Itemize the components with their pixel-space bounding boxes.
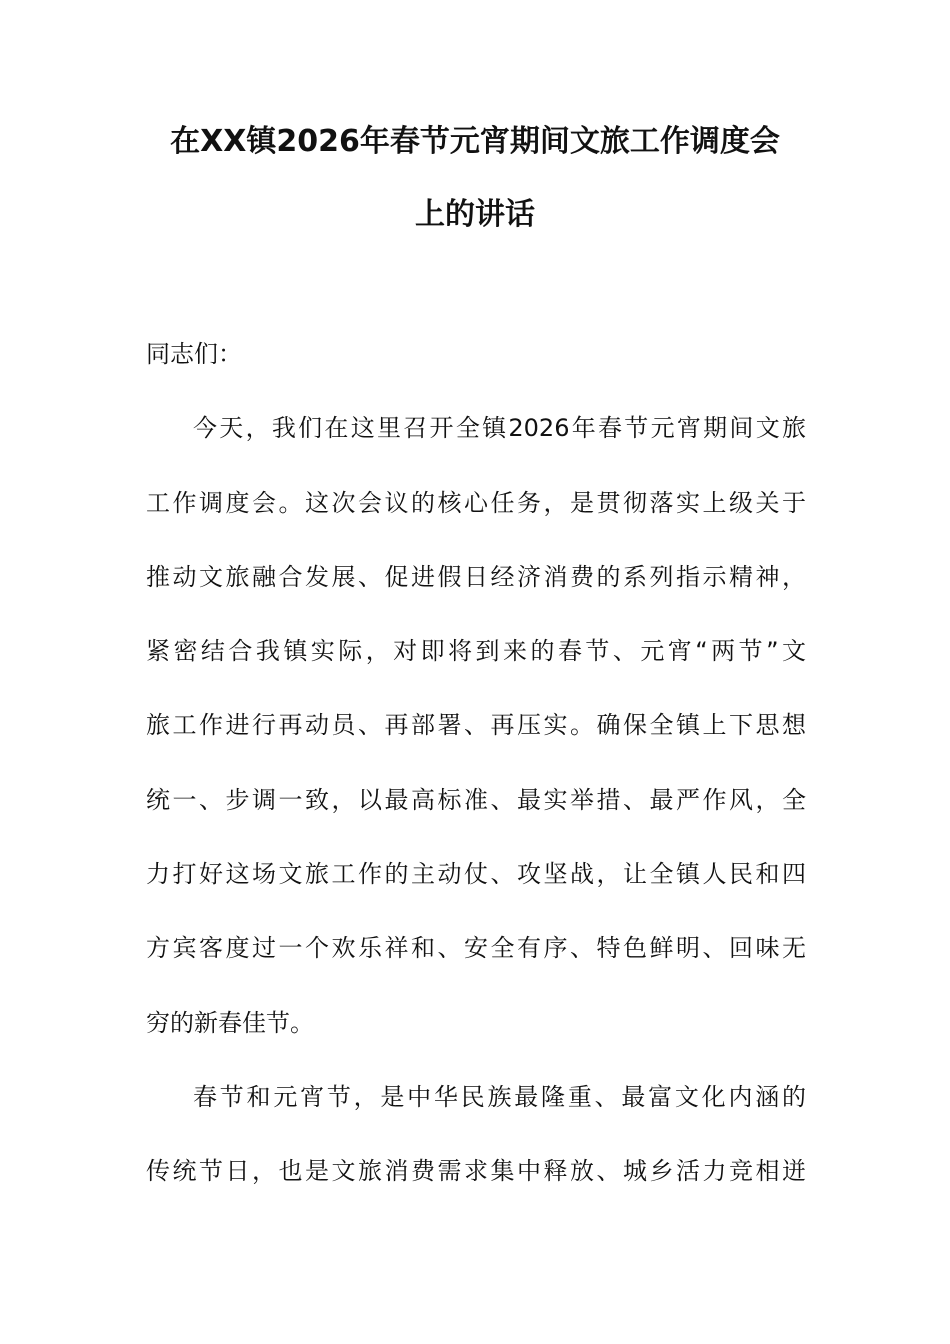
paragraph-2 [146, 1060, 806, 1209]
paragraph-line: 穷的新春佳节。 [146, 1008, 314, 1037]
paragraph-line: 今天，我们在这里召开全镇2026年春节元宵期间文旅 [193, 414, 806, 443]
document-title-line-2: 上的讲话 [415, 197, 535, 232]
paragraph-line: 方宾客度过一个欢乐祥和、安全有序、特色鲜明、回味无 [146, 934, 806, 963]
paragraph-line: 传统节日，也是文旅消费需求集中释放、城乡活力竞相迸 [146, 1157, 806, 1186]
paragraph-line: 紧密结合我镇实际，对即将到来的春节、元宵“两节”文 [146, 637, 806, 666]
paragraph-line: 力打好这场文旅工作的主动仗、攻坚战，让全镇人民和四 [146, 860, 806, 889]
paragraph-line: 统一、步调一致，以最高标准、最实举措、最严作风，全 [146, 785, 806, 814]
document-body [146, 317, 806, 1209]
paragraph-line: 推动文旅融合发展、促进假日经济消费的系列指示精神， [146, 562, 806, 591]
salutation: 同志们： [146, 340, 242, 368]
paragraph-1 [146, 391, 806, 1060]
document-title-line-1: 在XX镇2026年春节元宵期间文旅工作调度会 [170, 124, 780, 159]
paragraph-line: 春节和元宵节，是中华民族最隆重、最富文化内涵的 [193, 1082, 806, 1111]
paragraph-line: 旅工作进行再动员、再部署、再压实。确保全镇上下思想 [146, 711, 806, 740]
paragraph-line: 工作调度会。这次会议的核心任务，是贯彻落实上级关于 [146, 488, 806, 517]
